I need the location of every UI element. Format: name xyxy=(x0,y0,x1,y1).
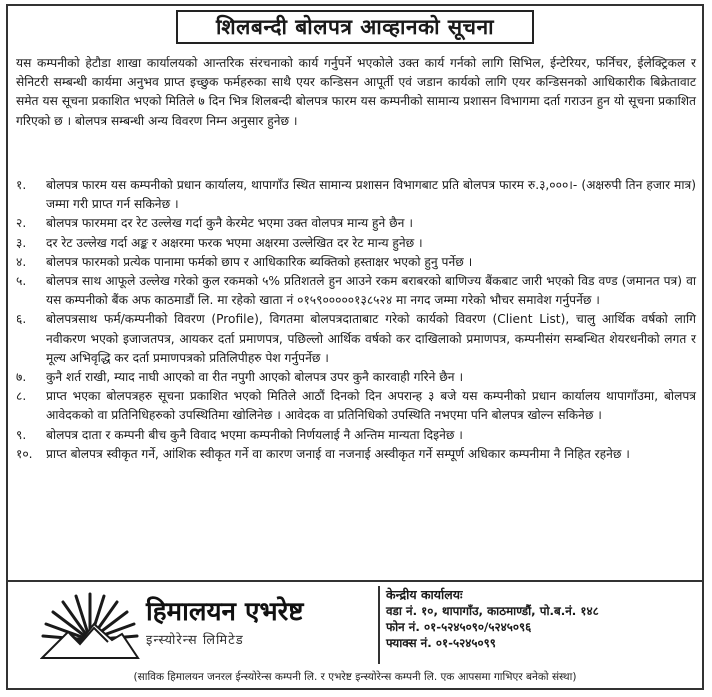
item-text: बोलपत्र फारमको प्रत्येक पानामा फर्मको छाप र आधिकारिक ब्यक्तिको हस्ताक्षर भएको हुनु पर्नेछ । xyxy=(46,254,473,269)
item-number: ७. xyxy=(16,370,27,385)
notice-title: शिलबन्दी बोलपत्र आव्हानको सूचना xyxy=(215,15,495,39)
office-address: वडा नं. १०, थापागाँउ, काठमाण्डौं, पो.ब.नं. १४८ xyxy=(386,604,599,618)
item-text: बोलपत्र साथ आफूले उल्लेख गरेको कुल रकमको ५% प्रतिशतले हुन आउने रकम बराबरको बाणिज्य बैंकबाट जारी भएको विड वण्ड (जमानत पत्र) वा यस कम्पनीको बैंक अफ काठमाडौं लि. मा रहेको खाता नं ०१५९०००००१३८५२४ मा नगद जम्मा गरेको भौचर समावेश गर्नुपर्नेछ । xyxy=(46,274,696,308)
office-fax: फ्याक्स नं. ०१-५२४५०९९ xyxy=(386,636,496,650)
footer-vertical-divider xyxy=(378,586,380,664)
brand-subtitle: इन्स्योरेन्स लिमिटेड xyxy=(146,633,244,648)
item-number: १०. xyxy=(16,446,33,461)
item-number: ५. xyxy=(16,274,27,289)
list-item xyxy=(16,387,696,425)
item-number: २. xyxy=(16,216,27,231)
item-text: दर रेट उल्लेख गर्दा अङ्क र अक्षरमा फरक भएमा अक्षरमा उल्लेखित दर रेट मान्य हुनेछ । xyxy=(46,235,423,250)
list-item xyxy=(16,426,696,445)
item-number: ९. xyxy=(16,427,27,442)
terms-list xyxy=(16,176,696,464)
item-text: बोलपत्र फारममा दर रेट उल्लेख गर्दा कुनै केरमेट भएमा उक्त वोलपत्र मान्य हुने छैन । xyxy=(46,216,413,231)
item-number: ३. xyxy=(16,235,27,250)
central-office-block xyxy=(386,587,698,651)
list-item xyxy=(16,234,696,253)
list-item xyxy=(16,253,696,272)
list-item xyxy=(16,176,696,214)
list-item xyxy=(16,445,696,464)
footer-divider xyxy=(8,580,702,582)
list-item xyxy=(16,310,696,368)
himalayan-everest-logo-icon xyxy=(40,588,140,660)
list-item xyxy=(16,272,696,310)
item-number: ८. xyxy=(16,389,27,404)
item-text: बोलपत्रसाथ फर्म/कम्पनीको विवरण (Profile), विगतमा बोलपत्रदाताबाट गरेको कार्यको विवरण (Client List), चालु आर्थिक वर्षको लागि नवीकरण भएको इजाजतपत्र, आयकर दर्ता प्रमाणपत्र, पछिल्लो आर्थिक वर्षको कर दाखिलाको प्रमाणपत्र, कम्पनीसंग सम्बन्धित शेयरधनीको लगत र मूल्य अभिवृद्धि कर दर्ता प्रमाणपत्रको प्रतिलिपीहरु पेश गर्नुपर्नेछ । xyxy=(46,312,696,365)
item-text: बोलपत्र फारम यस कम्पनीको प्रधान कार्यालय, थापागाँउ स्थित सामान्य प्रशासन विभागबाट प्रति बोलपत्र फारम रु.३,०००।- (अक्षरुपी तिन हजार मात्र) जम्मा गरी प्राप्त गर्न सकिनेछ । xyxy=(46,178,696,212)
item-number: ६. xyxy=(16,312,27,327)
item-number: ४. xyxy=(16,254,27,269)
item-text: प्राप्त बोलपत्र स्वीकृत गर्ने, आंशिक स्वीकृत गर्ने वा कारण जनाई वा नजनाई अस्वीकृत गर्ने सम्पूर्ण अधिकार कम्पनीमा नै निहित रहनेछ । xyxy=(46,446,630,461)
notice-title-box xyxy=(176,10,534,44)
list-item xyxy=(16,368,696,387)
intro-paragraph: यस कम्पनीको हेटौडा शाखा कार्यालयको आन्तरिक संरचनाको कार्य गर्नुपर्ने भएकोले उक्त कार्य गर्नको लागि सिभिल, ईन्टेरियर, फर्निचर, ईलेक्ट्रिकल र सेनिटरी सम्बन्धी कार्यमा अनुभव प्राप्त इच्छुक फर्महरुका साथै एयर कन्डिसन आपूर्ती एवं जडान कार्यको लागि एयर कन्डिसनको आधिकारीक बिक्रेतावाट समेत यस सूचना प्रकाशित भएको मितिले ७ दिन भित्र शिलबन्दी बोलपत्र फारम यस कम्पनीको सामान्य प्रशासन विभागमा दर्ता गराउन हुन यो सूचना प्रकाशित गरिएको छ । बोलपत्र सम्बन्धी अन्य विवरण निम्न अनुसार हुनेछ । xyxy=(16,56,696,128)
item-text: प्राप्त भएका बोलपत्रहरु सूचना प्रकाशित भएको मितिले आठौं दिनको दिन अपरान्ह ३ बजे यस कम्पनीको प्रधान कार्यालय थापागाँउमा, बोलपत्र आवेदकको वा प्रतिनिधिहरुको उपस्थितिमा खोलिनेछ । आवेदक वा प्रतिनिधिको उपस्थिति नभएमा पनि बोलपत्र खोल्न सकिनेछ । xyxy=(46,389,696,423)
item-text: बोलपत्र दाता र कम्पनी बीच कुनै विवाद भएमा कम्पनीको निर्णयलाई नै अन्तिम मान्यता दिइनेछ । xyxy=(46,427,463,442)
office-heading: केन्द्रीय कार्यालयः xyxy=(386,587,463,602)
list-item xyxy=(16,214,696,233)
brand-name: हिमालयन एभरेष्ट xyxy=(146,597,304,627)
item-number: १. xyxy=(16,178,27,192)
brand-block xyxy=(146,592,356,648)
merger-note: (साविक हिमालयन जनरल ईन्स्योरेन्स कम्पनी लि. र एभरेष्ट इन्स्योरेन्स कम्पनी लि. एक आपसमा गाभिएर बनेको संस्था) xyxy=(133,671,577,683)
item-text: कुनै शर्त राखी, म्याद नाघी आएको वा रीत नपुगी आएको बोलपत्र उपर कुनै कारवाही गरिने छैन । xyxy=(46,370,464,385)
office-phone: फोन नं. ०१-५२४५०९०/५२४५०९६ xyxy=(386,620,532,634)
